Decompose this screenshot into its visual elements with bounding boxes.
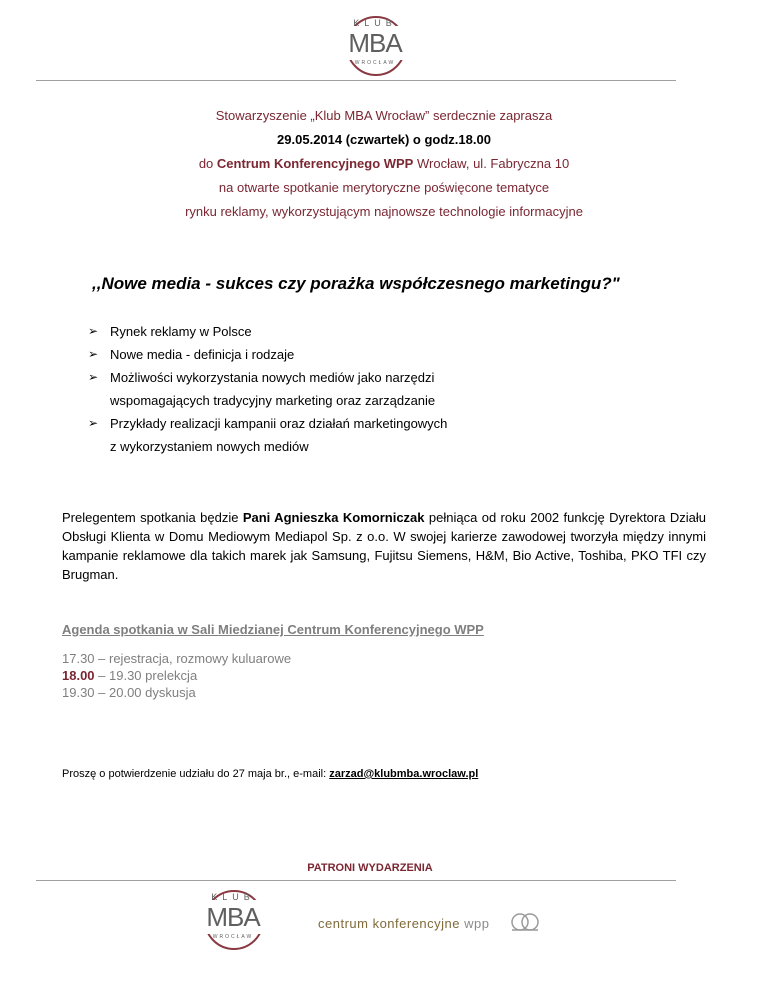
agenda-item: 17.30 – rejestracja, rozmowy kuluarowe — [62, 651, 292, 666]
logo-klub-text: KLUB — [353, 18, 397, 28]
top-divider — [36, 80, 676, 81]
agenda-item: 19.30 – 20.00 dyskusja — [62, 685, 196, 700]
bottom-divider — [36, 880, 676, 881]
event-date: 29.05.2014 (czwartek) o godz.18.00 — [277, 132, 491, 147]
rsvp-email-link[interactable]: zarzad@klubmba.wroclaw.pl — [329, 768, 479, 780]
agenda-item: 18.00 – 19.30 prelekcja — [62, 668, 198, 683]
klub-mba-logo-bottom: KLUB MBA WROCŁAW — [198, 888, 268, 950]
wpp-emblem-icon — [510, 909, 540, 935]
venue-address: Wrocław, ul. Fabryczna 10 — [413, 156, 570, 171]
venue-name: Centrum Konferencyjnego WPP — [216, 156, 414, 171]
wpp-conference-center-logo: centrum konferencyjne wpp — [318, 916, 490, 931]
logo-city-text: WROCŁAW — [354, 60, 396, 66]
speaker-paragraph: Prelegentem spotkania będzie Pani Agnieszka Komorniczak pełniąca od roku 2002 funkcję Dyrektora Działu Obsługi Klienta w Domu Mediowym Mediapol Sp. z o.o. W swojej karierze zawodowej tworzyła między innymi kampanie reklamowe dla takich marek jak Samsung, Fujitsu Siemens, H&M, Bio Active, Toshiba, PKO TFI czy Brugman. — [62, 510, 706, 582]
invitation-line-1: Stowarzyszenie „Klub MBA Wrocław” serdecznie zaprasza — [215, 108, 553, 123]
arrow-bullet-icon: ➢ — [88, 324, 99, 338]
event-title: ,,Nowe media - sukces czy porażka współczesnego marketingu?" — [92, 274, 620, 293]
invitation-line-5: rynku reklamy, wykorzystującym najnowsze technologie informacyjne — [185, 204, 583, 219]
venue-prefix: do — [198, 156, 217, 171]
arrow-bullet-icon: ➢ — [88, 347, 99, 361]
list-item: ➢ Przykłady realizacji kampanii oraz działań marketingowych z wykorzystaniem nowych mediów — [88, 412, 648, 458]
agenda-heading: Agenda spotkania w Sali Miedzianej Centrum Konferencyjnego WPP — [62, 622, 484, 637]
list-item: ➢ Rynek reklamy w Polsce — [88, 320, 648, 343]
list-item: ➢ Nowe media - definicja i rodzaje — [88, 343, 648, 366]
list-item: ➢ Możliwości wykorzystania nowych mediów jako narzędzi wspomagających tradycyjny marketing oraz zarządzanie — [88, 366, 648, 412]
klub-mba-logo-top — [340, 14, 410, 76]
agenda-list — [62, 650, 291, 701]
topic-list — [88, 320, 648, 458]
invitation-line-4: na otwarte spotkanie merytoryczne poświęcone tematyce — [218, 180, 550, 195]
rsvp-line: Proszę o potwierdzenie udziału do 27 maja br., e-mail: zarzad@klubmba.wroclaw.pl — [62, 768, 479, 780]
arrow-bullet-icon: ➢ — [88, 370, 99, 384]
invitation-venue-line — [0, 152, 768, 176]
patrons-heading: PATRONI WYDARZENIA — [307, 862, 433, 874]
speaker-name: Pani Agnieszka Komorniczak — [242, 510, 425, 525]
logo-mba-text: MBA — [348, 28, 402, 58]
arrow-bullet-icon: ➢ — [88, 416, 99, 430]
